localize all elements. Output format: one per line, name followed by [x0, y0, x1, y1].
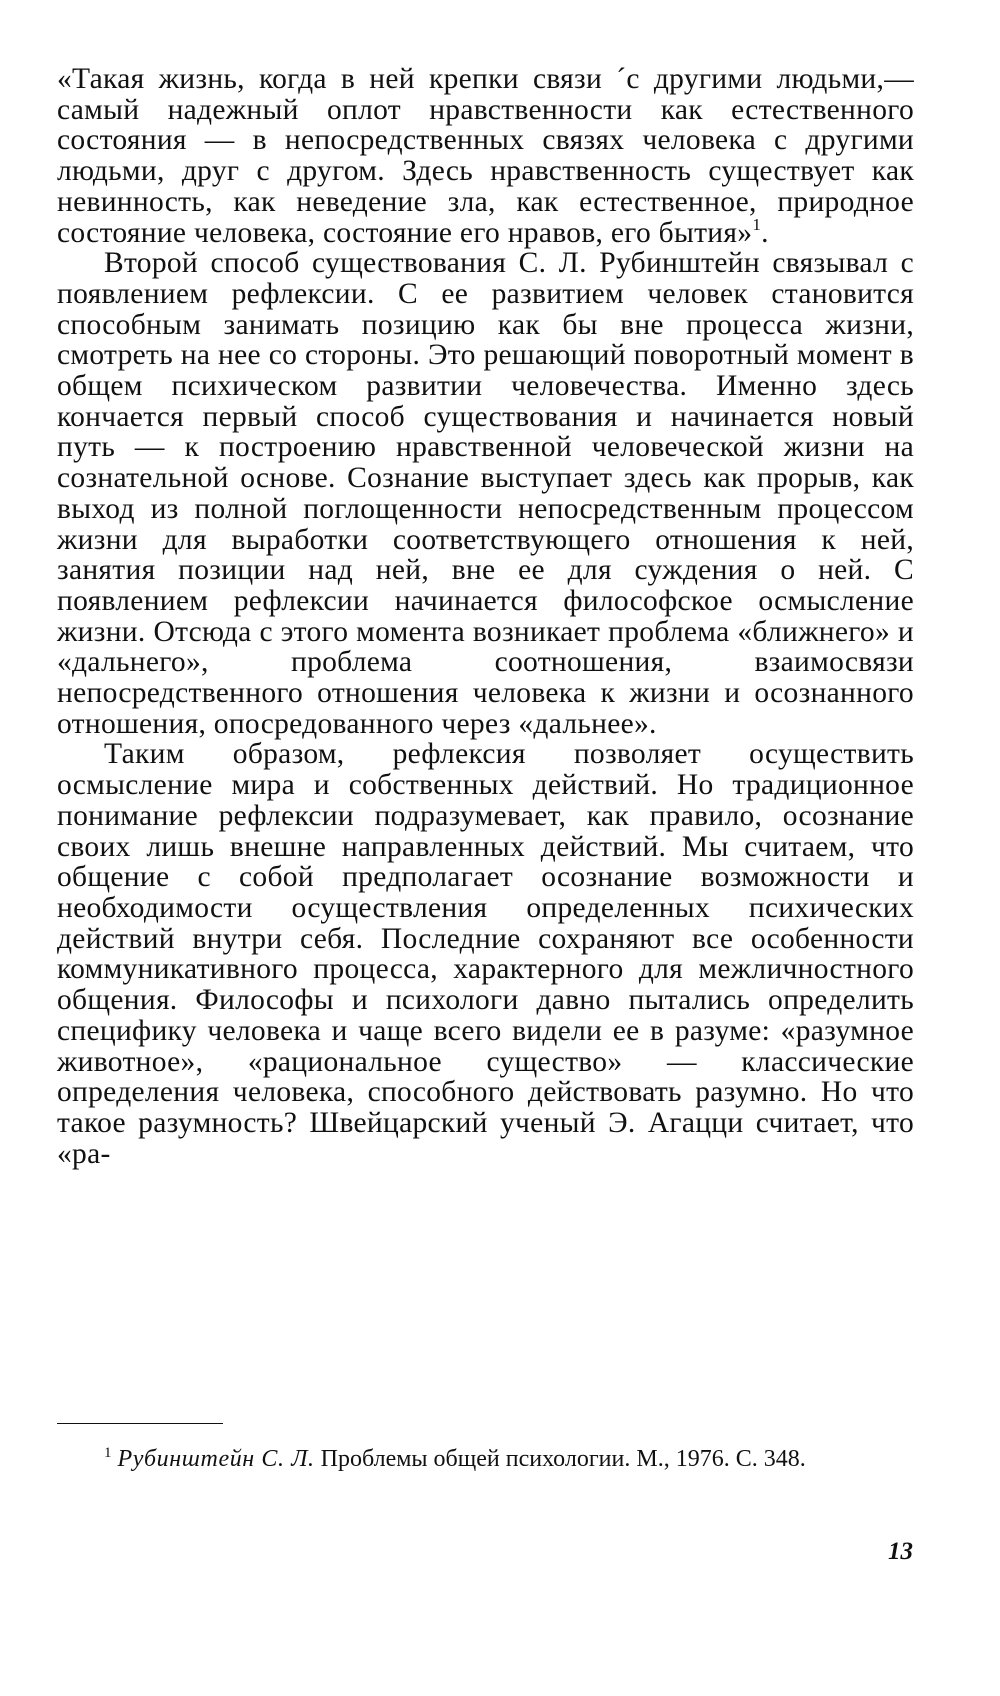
footnote: [57, 1444, 914, 1474]
paragraph-1: [57, 64, 914, 248]
footnote-author: Рубинштейн С. Л.: [117, 1446, 315, 1472]
footnote-mark: 1: [104, 1445, 112, 1461]
footnote-reference: 1: [752, 214, 762, 234]
footnote-divider: [57, 1423, 223, 1424]
page-number: 13: [888, 1538, 913, 1565]
paragraph-2: Второй способ существования С. Л. Рубинштейн связывал с появлением рефлексии. С ее развитием человек становится способным занимать позицию как бы вне процесса жизни, смотреть на нее со стороны. Это решающий поворотный момент в общем психическом развитии человечества. Именно здесь кончается первый способ существования и начинается новый путь — к построению нравственной человеческой жизни на сознательной основе. Сознание выступает здесь как прорыв, как выход из полной поглощенности непосредственным процессом жизни для выработки соответствующего отношения к ней, занятия позиции над ней, вне ее для суждения о ней. С появлением рефлексии начинается философское осмысление жизни. Отсюда с этого момента возникает проблема «ближнего» и «дальнего», проблема соотношения, взаимосвязи непосредственного отношения человека к жизни и осознанного отношения, опосредованного через «дальнее».: [57, 247, 914, 740]
paragraph-3: Таким образом, рефлексия позволяет осуществить осмысление мира и собственных действий. Но традиционное понимание рефлексии подразумевает, как правило, осознание своих лишь внешне направленных действий. Мы считаем, что общение с собой предполагает осознание возможности и необходимости осуществления определенных психических действий внутри себя. Последние сохраняют все особенности коммуникативного процесса, характерного для межличностного общения. Философы и психологи давно пытались определить специфику человека и чаще всего видели ее в разуме: «разумное животное», «рациональное существо» — классические определения человека, способного действовать разумно. Но что такое разумность? Швейцарский ученый Э. Агацци считает, что «ра-: [57, 738, 914, 1170]
paragraph-1-text: «Такая жизнь, когда в ней крепки связи ´с другими людьми,— самый надежный оплот нравственности как естественного состояния — в непосредственных связях человека с другими людьми, друг с другом. Здесь нравственность существует как невинность, как неведение зла, как естественное, природное состояние человека, состояние его нравов, его бытия»: [57, 63, 914, 249]
body-text: [57, 64, 914, 1169]
footnote-citation: Проблемы общей психологии. М., 1976. С. 348.: [320, 1446, 806, 1472]
paragraph-1-end: .: [761, 216, 769, 249]
